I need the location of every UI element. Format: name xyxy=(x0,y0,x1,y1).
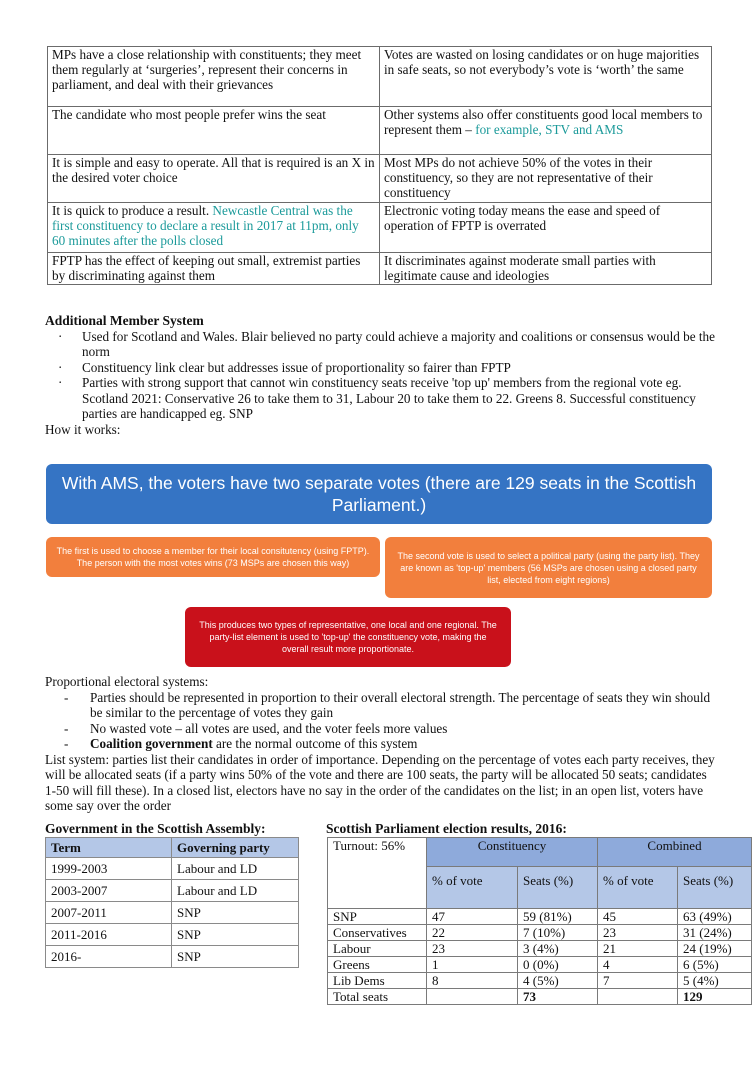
constituency-vote-cell: 23 xyxy=(427,941,518,957)
constituency-seats-cell: 7 (10%) xyxy=(518,925,598,941)
total-constituency-vote-cell xyxy=(427,989,518,1005)
disadvantage-cell xyxy=(380,155,712,203)
ams-bullet: · Parties with strong support that cannot win constituency seats receive 'top up' members from the regional vote eg. Scotland 2021: Conservative 26 to take them to 31, Labour 20 to take them to 22. Greens 8. Successful constituency parties are handicapped eg. SNP xyxy=(58,375,696,421)
cell-text: The candidate who most people prefer wins the seat xyxy=(52,107,326,122)
cell-text: MPs have a close relationship with constituents; they meet them regularly at ‘surgeries’, represent their concerns in parliament, and deal with their grievances xyxy=(52,47,362,92)
column-header-governing-party: Governing party xyxy=(172,838,299,858)
diagram-main-box: With AMS, the voters have two separate votes (there are 129 seats in the Scottish Parliament.) xyxy=(46,464,712,524)
ams-bullet: · Constituency link clear but addresses issue of proportionality so fairer than FPTP xyxy=(58,359,511,375)
fptp-advantages-disadvantages-table xyxy=(47,46,712,285)
combined-vote-cell: 4 xyxy=(598,957,678,973)
combined-seats-cell: 63 (49%) xyxy=(678,909,752,925)
government-row xyxy=(46,858,299,880)
advantage-cell xyxy=(48,155,380,203)
results-total-row xyxy=(328,989,752,1005)
government-row xyxy=(46,880,299,902)
comparison-row xyxy=(48,155,712,203)
proportional-intro: Proportional electoral systems: xyxy=(45,674,209,689)
subheader-combined-seats: Seats (%) xyxy=(678,867,752,909)
cell-text: FPTP has the effect of keeping out small, extremist parties by discriminating against them xyxy=(52,253,361,283)
combined-vote-cell: 21 xyxy=(598,941,678,957)
results-row xyxy=(328,941,752,957)
constituency-seats-cell: 3 (4%) xyxy=(518,941,598,957)
ams-bullet: · Used for Scotland and Wales. Blair believed no party could achieve a majority and coalitions or consensus would be the norm xyxy=(58,328,715,359)
proportional-bullet: - Parties should be represented in proportion to their overall electoral strength. The percentage of seats they win should be similar to the percentage of votes they gain xyxy=(64,689,711,720)
column-header-term: Term xyxy=(46,838,172,858)
combined-seats-cell: 24 (19%) xyxy=(678,941,752,957)
subheader-constituency-vote: % of vote xyxy=(427,867,518,909)
governing-party-cell: Labour and LD xyxy=(172,858,299,880)
election-results-table xyxy=(327,837,752,1005)
party-cell: SNP xyxy=(328,909,427,925)
constituency-vote-cell: 47 xyxy=(427,909,518,925)
cell-text: It is quick to produce a result. xyxy=(52,203,213,218)
highlighted-example-text: Newcastle Central was the first constituency to declare a result in 2017 at 11pm, only 60 minutes after the polls closed xyxy=(52,203,359,248)
cell-text: Votes are wasted on losing candidates or on huge majorities in safe seats, so not everybody’s vote is ‘worth’ the same xyxy=(384,47,700,77)
term-cell: 1999-2003 xyxy=(46,858,172,880)
subheader-combined-vote: % of vote xyxy=(598,867,678,909)
government-row xyxy=(46,924,299,946)
advantage-cell xyxy=(48,203,380,253)
constituency-vote-cell: 8 xyxy=(427,973,518,989)
results-row xyxy=(328,925,752,941)
term-cell: 2016- xyxy=(46,946,172,968)
cell-text: It discriminates against moderate small parties with legitimate cause and ideologies xyxy=(384,253,656,283)
highlighted-example-text: for example, STV and AMS xyxy=(475,122,624,137)
ams-heading: Additional Member System xyxy=(45,313,204,328)
combined-seats-cell: 5 (4%) xyxy=(678,973,752,989)
subheader-constituency-seats: Seats (%) xyxy=(518,867,598,909)
proportional-systems-section xyxy=(45,674,717,814)
term-cell: 2003-2007 xyxy=(46,880,172,902)
party-cell: Lib Dems xyxy=(328,973,427,989)
diagram-result-box: This produces two types of representative, one local and one regional. The party-list element is used to 'top-up' the constituency vote, making the overall result more proportionate. xyxy=(185,607,511,667)
governing-party-cell: SNP xyxy=(172,902,299,924)
constituency-seats-cell: 59 (81%) xyxy=(518,909,598,925)
total-combined-vote-cell xyxy=(598,989,678,1005)
advantage-cell xyxy=(48,47,380,107)
government-row xyxy=(46,946,299,968)
party-cell: Labour xyxy=(328,941,427,957)
advantage-cell xyxy=(48,107,380,155)
proportional-bullet: - No wasted vote – all votes are used, and the voter feels more values xyxy=(64,720,448,736)
dash-bullet-icon: - xyxy=(64,736,69,751)
constituency-vote-cell: 22 xyxy=(427,925,518,941)
disadvantage-cell xyxy=(380,253,712,285)
results-row xyxy=(328,909,752,925)
cell-text: Most MPs do not achieve 50% of the votes in their constituency, so they are not representative of their constituency xyxy=(384,155,653,200)
comparison-row xyxy=(48,47,712,107)
disadvantage-cell xyxy=(380,107,712,155)
comparison-row xyxy=(48,253,712,285)
diagram-second-vote-box: The second vote is used to select a political party (using the party list). They are known as 'top-up' members (56 MSPs are chosen using a closed party list, elected from eight regions) xyxy=(385,537,712,598)
list-system-paragraph: List system: parties list their candidates in order of importance. Depending on the percentage of votes each party receives, they will be allocated seats (if a party wins 50% of the vote and there are 100 seats, the party will be allocated 50 seats; candidates 1-50 will fill these). In a closed list, electors have no say in the order of the candidates on the list; in an open list, voters have some say over the order xyxy=(45,751,715,813)
bullet-dot-icon: · xyxy=(58,359,63,375)
constituency-vote-cell: 1 xyxy=(427,957,518,973)
results-group-header-row xyxy=(328,838,752,867)
government-table-header-row xyxy=(46,838,299,858)
proportional-bullet-list xyxy=(45,690,717,752)
cell-text: It is simple and easy to operate. All that is required is an X in the desired voter choice xyxy=(52,155,375,185)
constituency-seats-cell: 0 (0%) xyxy=(518,957,598,973)
total-constituency-seats-cell: 73 xyxy=(518,989,598,1005)
comparison-row xyxy=(48,203,712,253)
party-cell: Conservatives xyxy=(328,925,427,941)
government-table xyxy=(45,837,299,968)
ams-section xyxy=(45,313,717,437)
government-table-heading: Government in the Scottish Assembly: xyxy=(45,821,266,836)
ams-bullet-list xyxy=(45,329,717,422)
combined-seats-cell: 6 (5%) xyxy=(678,957,752,973)
proportional-bullet: - Coalition government are the normal outcome of this system xyxy=(64,736,418,751)
results-row xyxy=(328,957,752,973)
results-table-heading: Scottish Parliament election results, 2016: xyxy=(326,821,567,836)
cell-text: Electronic voting today means the ease and speed of operation of FPTP is overrated xyxy=(384,203,661,233)
combined-vote-cell: 45 xyxy=(598,909,678,925)
how-it-works-label: How it works: xyxy=(45,421,121,437)
term-cell: 2007-2011 xyxy=(46,902,172,924)
turnout-cell: Turnout: 56% xyxy=(328,838,427,909)
combined-seats-cell: 31 (24%) xyxy=(678,925,752,941)
cell-text: Other systems also offer constituents good local members to represent them – xyxy=(384,107,703,137)
combined-vote-cell: 23 xyxy=(598,925,678,941)
governing-party-cell: Labour and LD xyxy=(172,880,299,902)
governing-party-cell: SNP xyxy=(172,946,299,968)
group-header-combined: Combined xyxy=(598,838,752,867)
constituency-seats-cell: 4 (5%) xyxy=(518,973,598,989)
bullet-dot-icon: · xyxy=(58,328,63,344)
results-row xyxy=(328,973,752,989)
group-header-constituency: Constituency xyxy=(427,838,598,867)
governing-party-cell: SNP xyxy=(172,924,299,946)
party-cell: Greens xyxy=(328,957,427,973)
disadvantage-cell xyxy=(380,47,712,107)
comparison-row xyxy=(48,107,712,155)
total-combined-seats-cell: 129 xyxy=(678,989,752,1005)
total-party-cell: Total seats xyxy=(328,989,427,1005)
diagram-first-vote-box: The first is used to choose a member for their local consitutency (using FPTP). The person with the most votes wins (73 MSPs are chosen this way) xyxy=(46,537,380,577)
term-cell: 2011-2016 xyxy=(46,924,172,946)
government-row xyxy=(46,902,299,924)
bullet-dot-icon: · xyxy=(58,375,63,390)
dash-bullet-icon: - xyxy=(64,689,69,705)
advantage-cell xyxy=(48,253,380,285)
dash-bullet-icon: - xyxy=(64,720,69,736)
combined-vote-cell: 7 xyxy=(598,973,678,989)
disadvantage-cell xyxy=(380,203,712,253)
